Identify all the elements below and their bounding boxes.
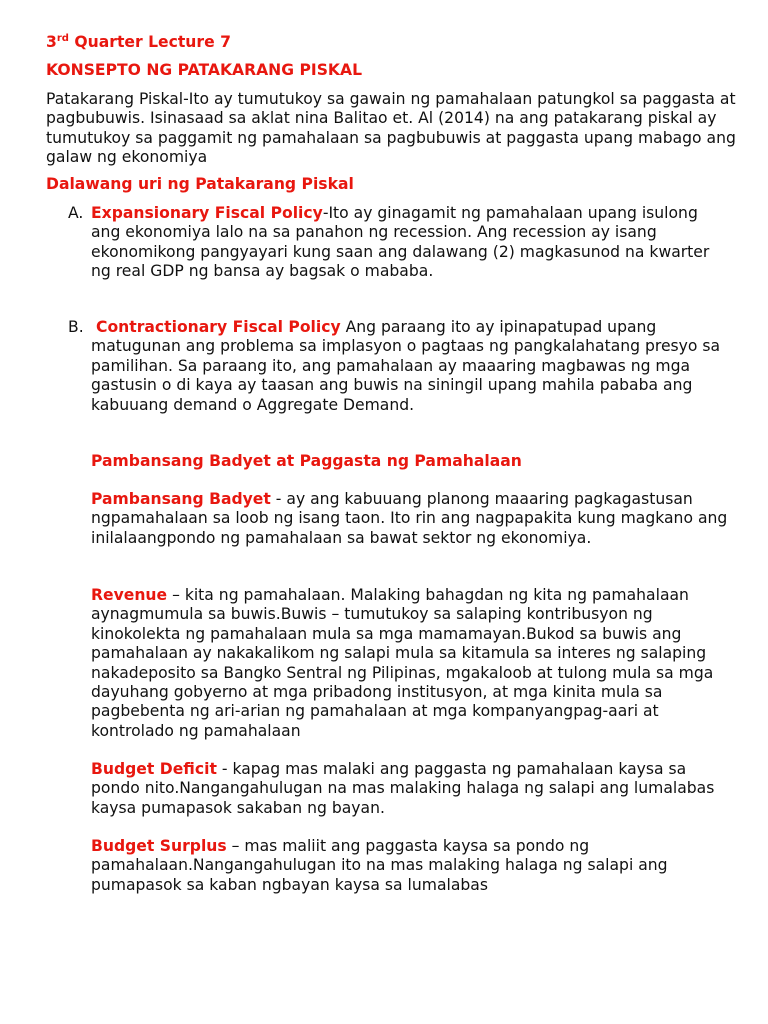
definition-budget-deficit [91, 760, 731, 818]
quarter-label-rest: Quarter Lecture 7 [68, 33, 231, 51]
desc-revenue: – kita ng pamahalaan. Malaking bahagdan ng kita ng pamahalaan aynagmumula sa buwis.Buwis – tumutukoy sa salaping kontribusyon ng kinokolekta ng pamahalaan mula sa mga mamamayan.Bukod sa buwis ang pamahalaan ay nakakalikom ng salapi mula sa kitamula sa interes ng salaping nakadeposito sa Bangko Sentral ng Pilipinas, mgakaloob at tulong mula sa mga dayuhang gobyerno at mga pribadong institusyon, at mga kinita mula sa pagbebenta ng ari-arian ng pamahalaan at mga kompanyangpag-aari at kontrolado ng pamahalaan [91, 586, 714, 740]
list-item-contractionary [91, 318, 731, 415]
intro-paragraph: Patakarang Piskal-Ito ay tumutukoy sa gawain ng pamahalaan patungkol sa paggasta at pagbubuwis. Isinasaad sa aklat nina Balitao et. Al (2014) na ang patakarang piskal ay tumutukoy sa paggamit ng pamahalaan sa pagbubuwis at paggasta upang mabago ang galaw ng ekonomiya [46, 90, 736, 167]
quarter-number: 3 [46, 33, 57, 51]
term-revenue: Revenue [91, 586, 168, 604]
list-item-expansionary [91, 204, 731, 282]
document-title: KONSEPTO NG PATAKARANG PISKAL [46, 61, 363, 79]
definition-revenue [91, 586, 731, 741]
term-budget-surplus: Budget Surplus [91, 837, 227, 855]
term-budget-deficit: Budget Deficit [91, 760, 217, 778]
definition-budget-surplus [91, 837, 731, 895]
definition-pambansang-badyet [91, 490, 731, 548]
desc-expansionary: -Ito ay ginagamit ng pamahalaan upang isulong ang ekonomiya lalo na sa panahon ng recession. Ang recession ay isang ekonomikong pangyayari kung saan ang dalawang (2) magkasunod na kwarter ng real GDP ng bansa ay bagsak o mababa. [91, 204, 710, 281]
types-heading: Dalawang uri ng Patakarang Piskal [46, 175, 354, 193]
quarter-ordinal-suffix: rd [56, 33, 69, 44]
desc-budget-surplus: – mas maliit ang paggasta kaysa sa pondo ng pamahalaan.Nangangahulugan ito na mas malaking halaga ng salapi ang pumapasok sa kaban ngbayan kaysa sa lumalabas [91, 837, 668, 894]
lecture-label [46, 33, 736, 52]
list-marker-b: B. [68, 318, 84, 336]
term-expansionary: Expansionary Fiscal Policy [91, 204, 323, 222]
desc-budget-deficit: - kapag mas malaki ang paggasta ng pamahalaan kaysa sa pondo nito.Nangangahulugan na mas malaking halaga ng salapi ang lumalabas kaysa pumapasok sakaban ng bayan. [91, 760, 715, 817]
list-marker-a: A. [68, 204, 84, 222]
desc-contractionary: Ang paraang ito ay ipinapatupad upang matugunan ang problema sa implasyon o pagtaas ng pangkalahatang presyo sa pamilihan. Sa paraang ito, ang pamahalaan ay maaaring magbawas ng mga gastusin o di kaya ay taasan ang buwis na siningil upang mahila pababa ang kabuuang demand o Aggregate Demand. [91, 318, 721, 414]
desc-pambansang-badyet: - ay ang kabuuang planong maaaring pagkagastusan ngpamahalaan sa loob ng isang taon. Ito rin ang nagpapakita kung magkano ang inilalaangpondo ng pamahalaan sa bawat sektor ng ekonomiya. [91, 490, 728, 547]
budget-heading: Pambansang Badyet at Paggasta ng Pamahalaan [91, 452, 522, 470]
term-pambansang-badyet: Pambansang Badyet [91, 490, 271, 508]
term-contractionary: Contractionary Fiscal Policy [96, 318, 341, 336]
